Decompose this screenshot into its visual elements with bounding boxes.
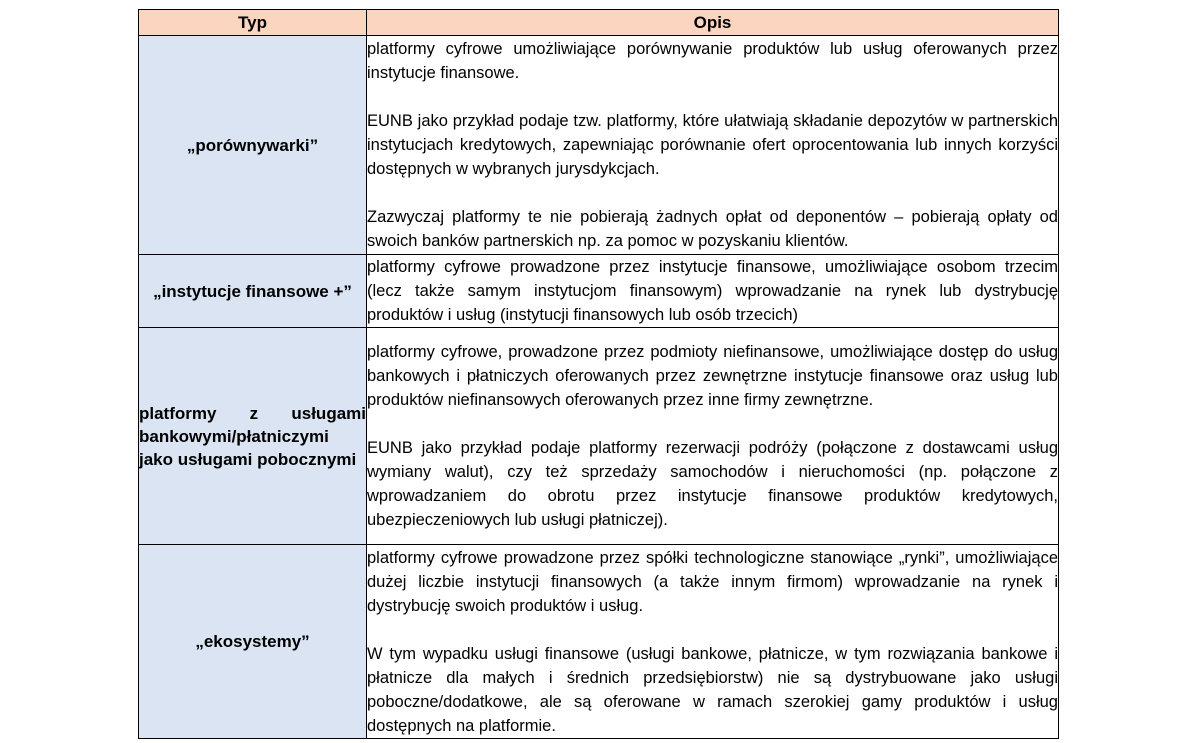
description-paragraph: EUNB jako przykład podaje platformy rezerwacji podróży (połączone z dostawcami usług wymiany walut), czy też sprzedaży samochodów i nieruchomości (np. połączone z wprowadzaniem do obrotu przez instytucje finansowe produktów kredytowych, ubezpieczeniowych lub usługi płatniczej). bbox=[367, 439, 1058, 529]
type-cell: „instytucje finansowe +” bbox=[139, 255, 367, 328]
type-cell: platformy z usługami bankowymi/płatniczymi jako usługami pobocznymi bbox=[139, 328, 367, 545]
description-paragraph: W tym wypadku usługi finansowe (usługi bankowe, płatnicze, w tym rozwiązania bankowe i płatnicze dla małych i średnich przedsiębiorstw) nie są dystrybuowane jako usługi poboczne/dodatkowe, ale są oferowane w ramach szerokiej gamy produktów i usług dostępnych na platformie. bbox=[367, 644, 1058, 735]
column-header-type: Typ bbox=[139, 10, 367, 36]
description-paragraph: EUNB jako przykład podaje tzw. platformy, które ułatwiają składanie depozytów w partnerskich instytucjach kredytowych, zapewniając porównanie ofert oprocentowania lub innych korzyści dostępnych w wybranych jurysdykcjach. bbox=[367, 112, 1058, 178]
description-paragraph: platformy cyfrowe umożliwiające porównywanie produktów lub usług oferowanych przez instytucje finansowe. bbox=[367, 40, 1058, 82]
column-header-description: Opis bbox=[367, 10, 1059, 36]
table-row bbox=[139, 255, 1059, 328]
type-cell: „porównywarki” bbox=[139, 36, 367, 255]
description-cell bbox=[367, 328, 1059, 545]
description-paragraph: Zazwyczaj platformy te nie pobierają żadnych opłat od deponentów – pobierają opłaty od swoich banków partnerskich np. za pomoc w pozyskaniu klientów. bbox=[367, 208, 1058, 250]
description-cell bbox=[367, 255, 1059, 328]
description-paragraph: platformy cyfrowe, prowadzone przez podmioty niefinansowe, umożliwiające dostęp do usług bankowych i płatniczych oferowanych przez zewnętrzne instytucje finansowe oraz usług lub produktów niefinansowych oferowanych przez inne firmy zewnętrzne. bbox=[367, 343, 1058, 409]
table-row bbox=[139, 545, 1059, 739]
platform-types-table bbox=[138, 9, 1059, 739]
table-header-row bbox=[139, 10, 1059, 36]
table-row bbox=[139, 36, 1059, 255]
description-paragraph: platformy cyfrowe prowadzone przez instytucje finansowe, umożliwiające osobom trzecim (lecz także samym instytucjom finansowym) wprowadzanie na rynek lub dystrybucję produktów i usług (instytucji finansowych lub osób trzecich) bbox=[367, 258, 1058, 324]
type-cell: „ekosystemy” bbox=[139, 545, 367, 739]
description-cell bbox=[367, 545, 1059, 739]
description-cell bbox=[367, 36, 1059, 255]
description-paragraph: platformy cyfrowe prowadzone przez spółki technologiczne stanowiące „rynki”, umożliwiające dużej liczbie instytucji finansowych (a także innym firmom) wprowadzanie na rynek i dystrybucję swoich produktów i usług. bbox=[367, 548, 1058, 615]
table-row bbox=[139, 328, 1059, 545]
